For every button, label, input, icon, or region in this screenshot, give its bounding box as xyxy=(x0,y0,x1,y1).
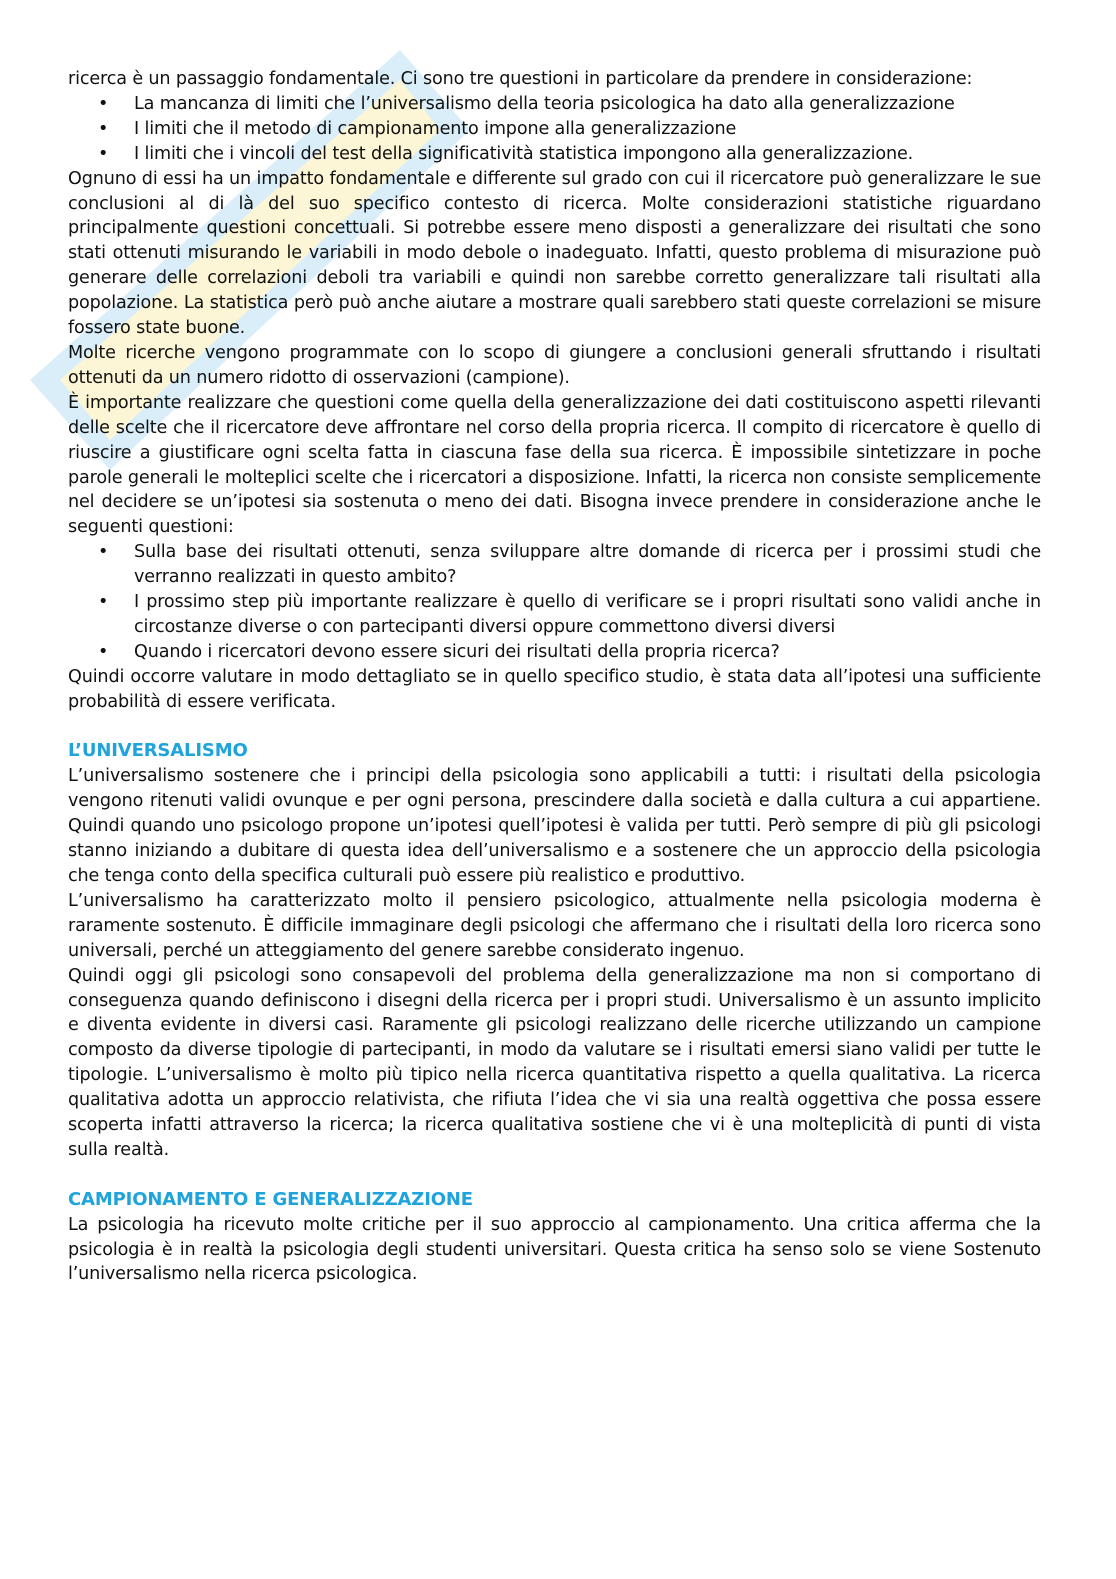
paragraph: L’universalismo ha caratterizzato molto il pensiero psicologico, attualmente nella psicologia moderna è raramente sostenuto. È difficile immaginare degli psicologi che affermano che i risultati della loro ricerca sono universali, perché un atteggiamento del genere sarebbe considerato ingenuo. xyxy=(68,890,1041,961)
list-item: • Quando i ricercatori devono essere sicuri dei risultati della propria ricerca? xyxy=(134,640,1041,665)
list-item: • I prossimo step più importante realizzare è quello di verificare se i propri risultati sono validi anche in circostanze diverse o con partecipanti diversi oppure commettono diversi diversi xyxy=(134,590,1041,640)
paragraph: Ognuno di essi ha un impatto fondamentale e differente sul grado con cui il ricercatore può generalizzare le sue conclusioni al di là del suo specifico contesto di ricerca. Molte considerazioni statistiche riguardano principalmente questioni concettuali. Si potrebbe essere meno disposti a generalizzare dei risultati che sono stati ottenuti misurando le variabili in modo debole o inadeguato. Infatti, questo problema di misurazione può generare delle correlazioni deboli tra variabili e quindi non sarebbe corretto generalizzare tali risultati alla popolazione. La statistica però può anche aiutare a mostrare quali sarebbero stati queste correlazioni se misure fossero state buone. xyxy=(68,168,1041,339)
paragraph: Molte ricerche vengono programmate con lo scopo di giungere a conclusioni generali sfruttando i risultati ottenuti da un numero ridotto di osservazioni (campione). xyxy=(68,342,1041,388)
paragraph: L’universalismo sostenere che i principi della psicologia sono applicabili a tutti: i risultati della psicologia vengono ritenuti validi ovunque e per ogni persona, prescindere dalla società e dalla cultura a cui appartiene. Quindi quando uno psicologo propone un’ipotesi quell’ipotesi è valida per tutti. Però sempre di più gli psicologi stanno iniziando a dubitare di questa idea dell’universalismo e a sostenere che un approccio della psicologia che tenga conto della specifica culturali può essere più realistico e produttivo. xyxy=(68,766,1041,886)
list-item: • I limiti che i vincoli del test della significatività statistica impongono alla generalizzazione. xyxy=(134,142,1041,167)
list-item: • Sulla base dei risultati ottenuti, senza sviluppare altre domande di ricerca per i prossimi studi che verranno realizzati in questo ambito? xyxy=(134,540,1041,590)
section-heading: L’UNIVERSALISMO xyxy=(68,740,248,762)
paragraph: È importante realizzare che questioni come quella della generalizzazione dei dati costituiscono aspetti rilevanti delle scelte che il ricercatore deve affrontare nel corso della propria ricerca. Il compito di ricercatore è quello di riuscire a giustificare ogni scelta fatta in ciascuna fase della sua ricerca. È impossibile sintetizzare in poche parole generali le molteplici scelte che i ricercatori a disposizione. Infatti, la ricerca non consiste semplicemente nel decidere se un’ipotesi sia sostenuta o meno dei dati. Bisogna invece prendere in considerazione anche le seguenti questioni: xyxy=(68,392,1041,538)
paragraph: La psicologia ha ricevuto molte critiche per il suo approccio al campionamento. Una critica afferma che la psicologia è in realtà la psicologia degli studenti universitari. Questa critica ha senso solo se viene Sostenuto l’universalismo nella ricerca psicologica. xyxy=(68,1214,1041,1285)
paragraph: ricerca è un passaggio fondamentale. Ci sono tre questioni in particolare da prendere in considerazione: xyxy=(68,69,973,89)
bullet-list xyxy=(68,540,1041,665)
list-item: • La mancanza di limiti che l’universalismo della teoria psicologica ha dato alla generalizzazione xyxy=(134,92,1041,117)
paragraph: Quindi oggi gli psicologi sono consapevoli del problema della generalizzazione ma non si comportano di conseguenza quando definiscono i disegni della ricerca per i propri studi. Universalismo è un assunto implicito e diventa evidente in diversi casi. Raramente gli psicologi realizzano delle ricerche utilizzando un campione composto da diverse tipologie di partecipanti, in modo da valutare se i risultati emersi siano validi per tutte le tipologie. L’universalismo è molto più tipico nella ricerca quantitativa rispetto a quella qualitativa. La ricerca qualitativa adotta un approccio relativista, che rifiuta l’idea che vi sia una realtà oggettiva che possa essere scoperta infatti attraverso la ricerca; la ricerca qualitativa sostiene che vi è una molteplicità di punti di vista sulla realtà. xyxy=(68,965,1041,1160)
document-page xyxy=(68,67,1041,1287)
list-item: • I limiti che il metodo di campionamento impone alla generalizzazione xyxy=(134,117,1041,142)
paragraph: Quindi occorre valutare in modo dettagliato se in quello specifico studio, è stata data all’ipotesi una sufficiente probabilità di essere verificata. xyxy=(68,666,1041,712)
bullet-list xyxy=(68,92,1041,167)
section-heading: CAMPIONAMENTO E GENERALIZZAZIONE xyxy=(68,1188,473,1210)
